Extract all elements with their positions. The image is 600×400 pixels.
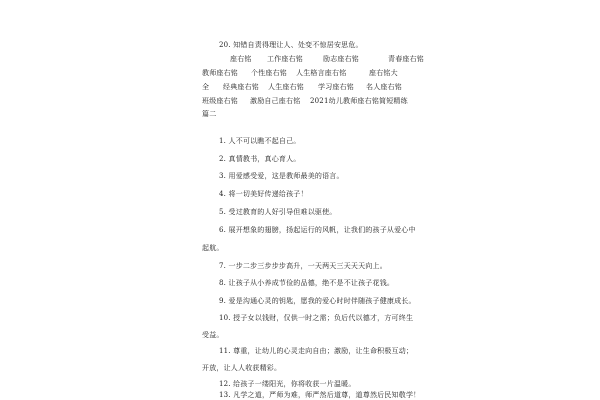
link-item[interactable]: 青春座右铭 [388,55,424,63]
link-item[interactable]: 学习座右铭 [318,83,354,91]
link-item[interactable]: 人生格言座右铭 [296,69,347,77]
link-item[interactable]: 座右铭大 [369,69,398,77]
list-item: 7. 一步二步三步步步高升，一天两天三天天天向上。 [219,262,387,270]
link-item[interactable]: 座右铭 [230,55,252,63]
list-item: 13. 凡学之道，严师为难，师严然后道尊，道尊然后民知敬学！ [219,391,421,399]
list-item: 3. 用爱感受爱，这是教师最美的语言。 [219,172,344,180]
list-item: 4. 将一切美好传递给孩子！ [219,190,308,198]
link-item[interactable]: 全 [202,83,210,91]
intro-line: 20. 知错自责得理让人、处变不惊居安思危。 [219,41,363,49]
list-item-continuation: 起航。 [202,244,224,252]
list-item: 9. 爱是沟通心灵的钥匙，愿我的爱心时时伴随孩子健康成长。 [219,297,416,305]
link-item[interactable]: 励志座右铭 [323,55,359,63]
link-item[interactable]: 2021幼儿教师座右铭简短精练 [310,97,408,105]
link-item[interactable]: 名人座右铭 [366,83,402,91]
list-item: 2. 真情教书，真心育人。 [219,155,301,163]
link-item[interactable]: 经典座右铭 [223,83,259,91]
list-item: 11. 尊重，让幼儿的心灵走向自由；激励，让生命积极互动； [219,347,414,355]
link-item[interactable]: 个性座右铭 [251,69,287,77]
list-item: 10. 授子女以钱财，仅供一时之需；负后代以德才，方可终生 [219,314,414,322]
link-item[interactable]: 工作座右铭 [267,55,303,63]
section-label: 篇二 [202,110,217,118]
list-item: 1. 人不可以瞧不起自己。 [219,137,301,145]
link-item[interactable]: 人生座右铭 [268,83,304,91]
list-item: 8. 让孩子从小养成节俭的品德，绝不是不让孩子花钱。 [219,279,395,287]
link-item[interactable]: 班级座右铭 [202,97,238,105]
list-item-continuation: 开放，让人人收获精彩。 [202,364,282,372]
link-item[interactable]: 激励自己座右铭 [250,97,301,105]
list-item: 5. 受过教育的人好引导但难以驱使。 [219,208,337,216]
list-item: 12. 给孩子一缕阳光，你将收获一片温暖。 [219,380,356,388]
list-item: 6. 展开想象的翅膀，扬起运行的风帆，让我们的孩子从爱心中 [219,226,416,234]
list-item-continuation: 受益。 [202,331,224,339]
link-item[interactable]: 教师座右铭 [202,69,238,77]
